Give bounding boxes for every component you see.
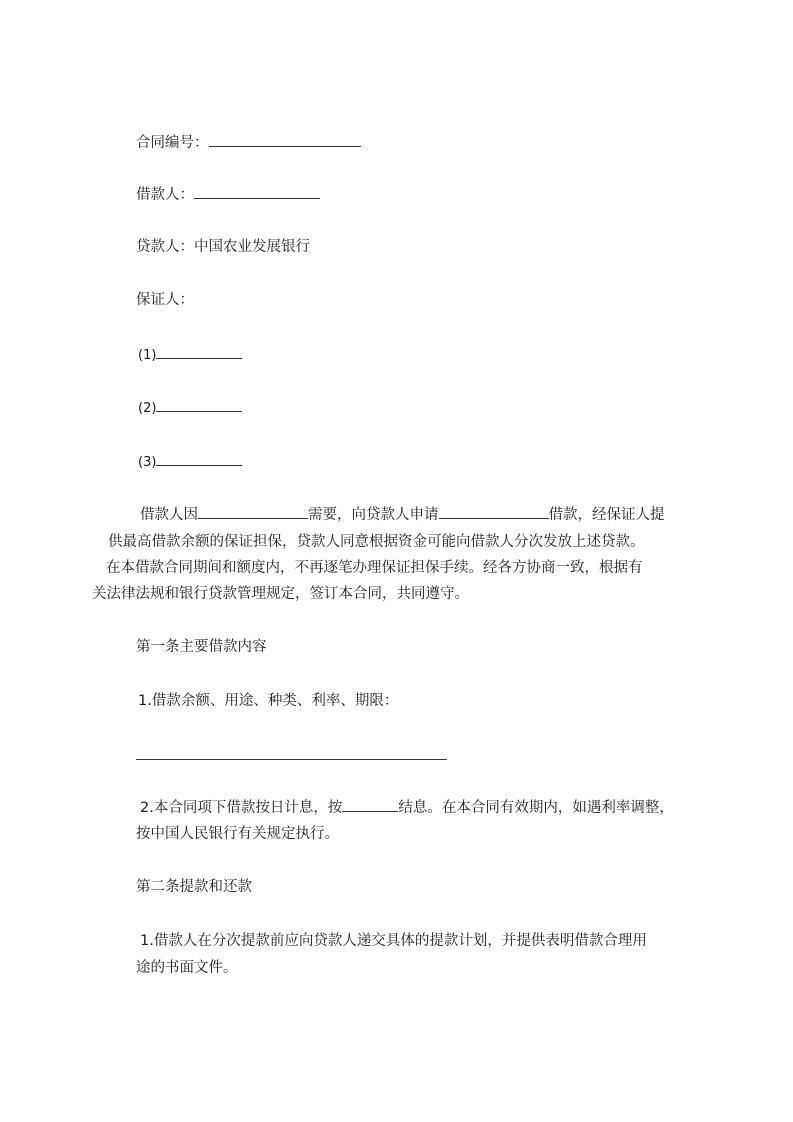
- lender-label: 贷款人：: [136, 239, 194, 255]
- intro-line-1: 借款人因 需要，向贷款人申请 借款，经保证人提: [140, 504, 665, 525]
- settlement-blank: [342, 797, 398, 812]
- article-1-item-2-line-2: 按中国人民银行有关规定执行。: [136, 826, 339, 842]
- intro-line-3: 在本借款合同期间和额度内，不再逐笔办理保证担保手续。经各方协商一致，根据有: [106, 560, 643, 576]
- guarantor-item-1: (1): [138, 344, 242, 366]
- borrower-row: [136, 184, 320, 205]
- contract-no-row: [136, 132, 361, 153]
- article-2-title: 第二条提款和还款: [136, 879, 252, 895]
- article-1-item-2-line-1: 2.本合同项下借款按日计息，按 结息。在本合同有效期内，如遇利率调整，: [140, 797, 674, 818]
- contract-no-label: 合同编号：: [136, 135, 209, 151]
- article-2-item-1-line-1: 1.借款人在分次提款前应向贷款人递交具体的提款计划，并提供表明借款合理用: [140, 933, 647, 949]
- lender-name: 中国农业发展银行: [194, 239, 310, 255]
- intro-line-2: 供最高借款余额的保证担保，贷款人同意根据资金可能向借款人分次发放上述贷款。: [108, 534, 645, 550]
- loan-details-blank: [136, 745, 447, 760]
- intro-line-4: 关法律法规和银行贷款管理规定，签订本合同，共同遵守。: [92, 586, 469, 602]
- article-2-item-1-line-2: 途的书面文件。: [136, 960, 238, 976]
- guarantor-row: [136, 290, 194, 310]
- borrower-blank: [194, 184, 320, 199]
- article-1-item-1: 1.借款余额、用途、种类、利率、期限：: [138, 693, 399, 709]
- guarantor-label: 保证人：: [136, 292, 194, 308]
- contract-no-blank: [209, 132, 361, 147]
- borrower-label: 借款人：: [136, 187, 194, 203]
- article-1-title: 第一条主要借款内容: [136, 639, 267, 655]
- lender-row: [136, 237, 310, 257]
- purpose-blank: [198, 504, 308, 519]
- loan-type-blank: [439, 504, 549, 519]
- guarantor-item-2: (2): [138, 397, 242, 419]
- guarantor-item-3: (3): [138, 451, 242, 473]
